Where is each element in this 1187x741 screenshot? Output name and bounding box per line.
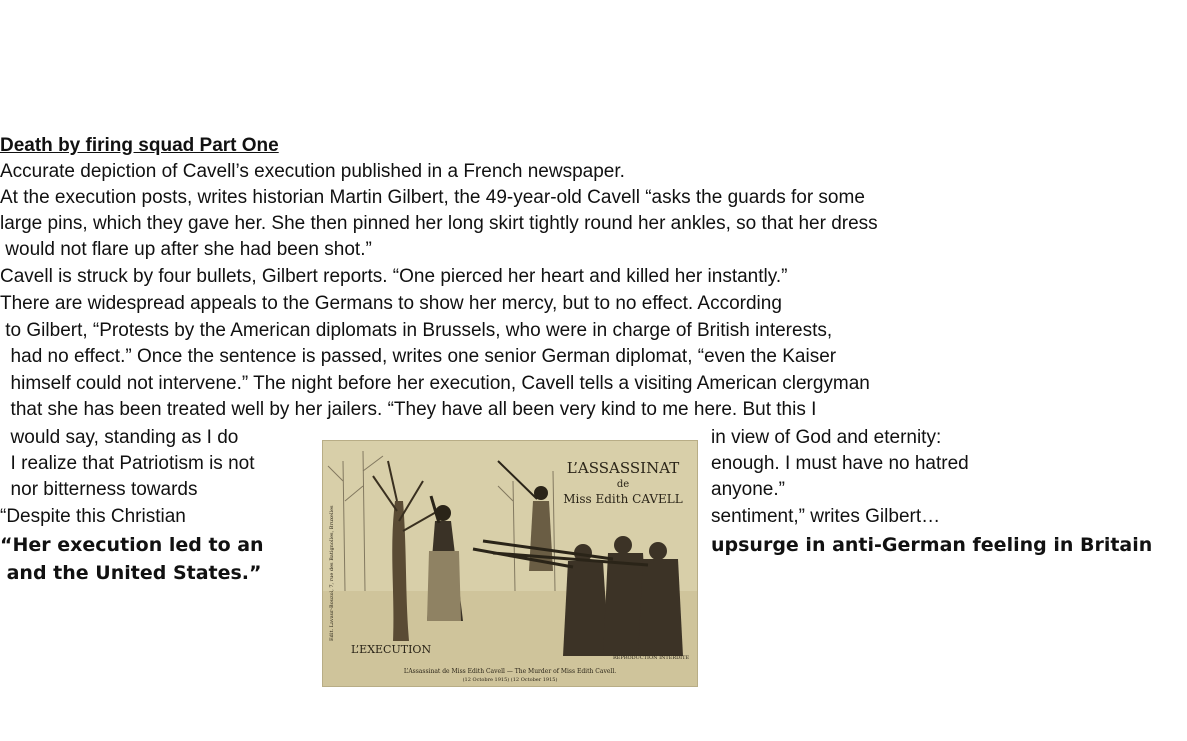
illustration-headline-3: Miss Edith CAVELL [563,492,683,506]
bold-quote-line-right: upsurge in anti-German feeling in Britain [711,534,1153,556]
text-line: to Gilbert, “Protests by the American diplomats in Brussels, who were in charge of British interests, [0,320,833,341]
document-title: Death by firing squad Part One [0,135,279,156]
execution-illustration [322,440,698,687]
wrap-right-line: in view of God and eternity: [711,427,942,448]
bold-quote-line: “Her execution led to an [0,534,264,556]
text-line: large pins, which they gave her. She then pinned her long skirt tightly round her ankles, so that her dress [0,213,878,234]
bold-quote-line: and the United States.” [0,562,262,584]
wrap-right-line: enough. I must have no hatred [711,453,969,474]
illustration-footer-1: L’Assassinat de Miss Edith Cavell — The Murder of Miss Edith Cavell. [403,668,617,675]
illustration-side-text: Edit. Lavaur-Bouzol, 7, rue des Batignolles, Bruxelles [329,505,335,641]
illustration-caption-left: L’EXECUTION [351,643,432,656]
text-line: Cavell is struck by four bullets, Gilbert reports. “One pierced her heart and killed her instantly.” [0,266,788,287]
illustration-headline-1: L’ASSASSINAT [566,459,680,477]
text-line: At the execution posts, writes historian Martin Gilbert, the 49-year-old Cavell “asks the guards for some [0,187,865,208]
text-line: himself could not intervene.” The night before her execution, Cavell tells a visiting American clergyman [0,373,870,394]
illustration-footer-2: (12 Octobre 1915) (12 October 1915) [462,677,558,683]
illustration-drawing [323,441,697,686]
illustration-headline-2: de [616,479,630,490]
text-line: There are widespread appeals to the Germans to show her mercy, but to no effect. According [0,293,782,314]
wrap-left-line: I realize that Patriotism is not [0,453,255,474]
wrap-right-line: sentiment,” writes Gilbert… [711,506,941,527]
text-line: had no effect.” Once the sentence is passed, writes one senior German diplomat, “even the Kaiser [0,346,837,367]
wrap-left-line: nor bitterness towards [0,479,198,500]
wrap-right-line: anyone.” [711,479,785,500]
text-line: would not flare up after she had been shot.” [0,239,372,260]
wrap-left-line: “Despite this Christian [0,506,186,527]
wrap-left-line: would say, standing as I do [0,427,239,448]
text-line: that she has been treated well by her jailers. “They have all been very kind to me here. But this I [0,399,817,420]
illustration-caption-right: REPRODUCTION INTERDITE [613,655,690,661]
text-line: Accurate depiction of Cavell’s execution published in a French newspaper. [0,161,625,182]
